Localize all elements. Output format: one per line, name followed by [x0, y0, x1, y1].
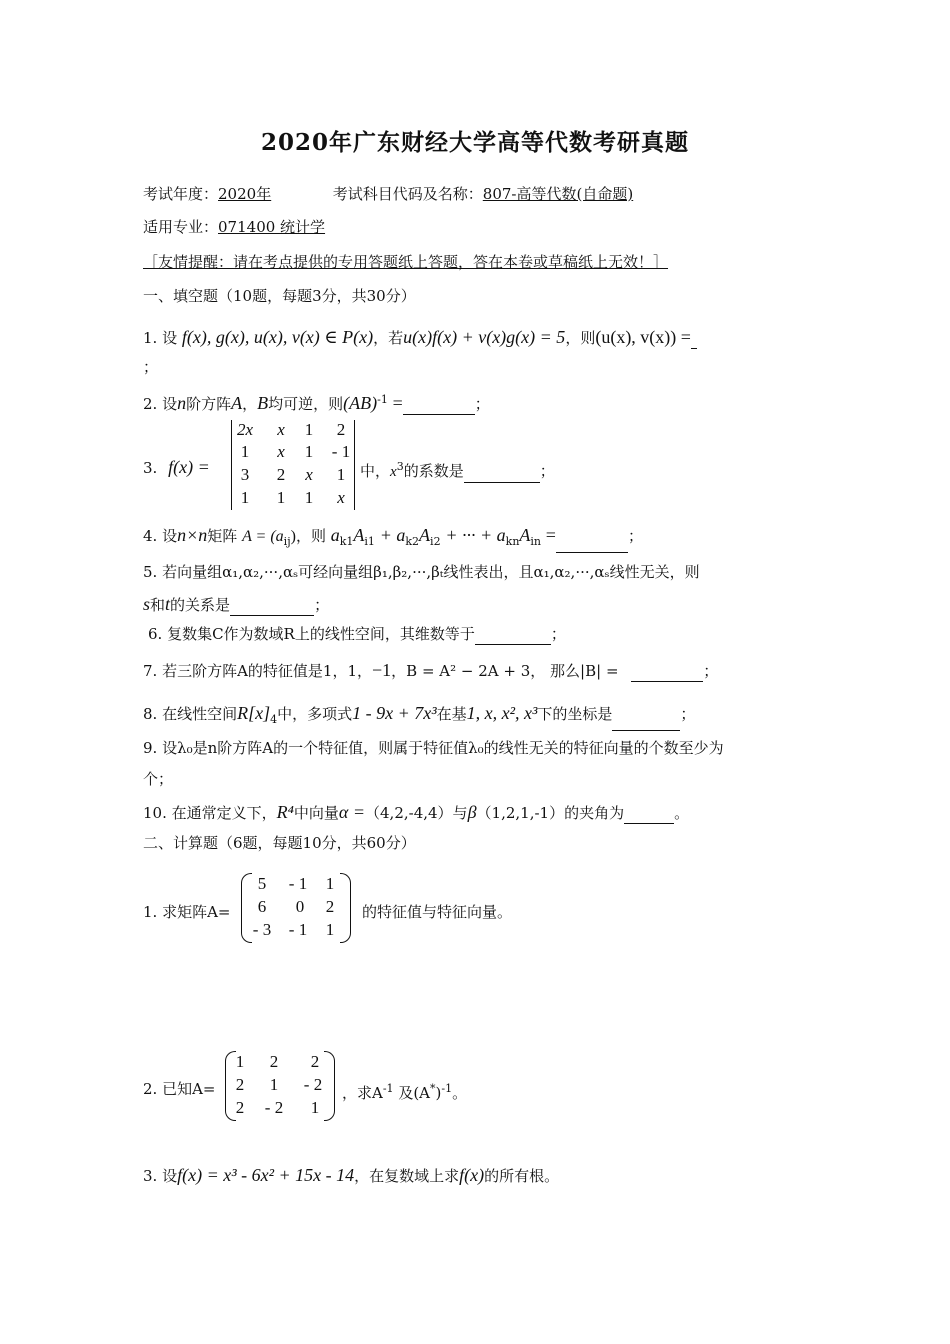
major-label: 适用专业：	[143, 218, 219, 236]
q-number: 1.	[143, 329, 158, 347]
matrix-cell: 1	[325, 874, 335, 893]
determinant	[231, 420, 355, 510]
math-expr: 1 - 9x + 7x³	[352, 703, 437, 723]
q-text: 设	[162, 395, 178, 413]
page-title: 2020年广东财经大学高等代数考研真题	[260, 129, 689, 156]
det-cell: 1	[304, 488, 314, 507]
det-cell: 1	[304, 442, 314, 461]
q-text: ，求A	[342, 1084, 383, 1102]
q-text: ；	[474, 395, 490, 413]
math-expr: R⁴	[276, 802, 294, 822]
q-text: 。	[674, 804, 690, 822]
math-sup: -1	[377, 393, 388, 406]
math-expr: + ··· + a	[445, 525, 506, 545]
math-var: x	[390, 464, 397, 480]
major-line	[143, 216, 325, 238]
math-sub: k1	[339, 535, 354, 548]
math-expr: n×n	[177, 525, 208, 545]
answer-blank[interactable]	[403, 398, 475, 415]
math-var: β	[467, 802, 477, 822]
matrix-cell: 1	[325, 920, 335, 939]
q-text: 6. 复数集C作为数域R上的线性空间，其维数等于	[148, 625, 475, 643]
section1-heading: 一、填空题（10题，每题3分，共30分）	[143, 287, 416, 305]
q-text: ；	[627, 527, 643, 545]
q-text: ，则	[295, 527, 326, 545]
q-text: ，则	[565, 329, 596, 347]
math-expr: α =	[338, 802, 366, 822]
q-text: ；	[703, 662, 719, 680]
matrix-a2	[225, 1051, 335, 1121]
calc-question-2-tail	[342, 1078, 467, 1104]
fill-question-4	[143, 524, 643, 553]
fill-question-9-line2: 个；	[143, 770, 174, 788]
calc-question-3	[143, 1164, 559, 1187]
subject-value: 807-高等代数(自命题)	[482, 185, 634, 203]
math-sup: *	[430, 1082, 436, 1095]
answer-blank[interactable]	[556, 536, 628, 553]
matrix-a1	[241, 873, 351, 943]
det-cell: 2	[336, 420, 346, 439]
math-expr: A	[519, 525, 531, 545]
matrix-cell: - 2	[303, 1075, 323, 1094]
math-var: n	[177, 393, 187, 413]
q-text: 10. 在通常定义下，	[143, 804, 277, 822]
math-expr: R[x]	[237, 703, 271, 723]
subject-label: 考试科目代码及名称：	[332, 185, 483, 203]
math-var: A	[231, 393, 243, 413]
det-cell: x	[277, 420, 285, 439]
math-sup: 3	[396, 460, 404, 473]
matrix-cell: 6	[257, 897, 267, 916]
calc-question-1-tail: 的特征值与特征向量。	[362, 903, 513, 921]
major-value: 071400 统计学	[218, 218, 326, 236]
calc-question-1-label: 1. 求矩阵A=	[143, 903, 231, 921]
q-text: 中，多项式	[277, 705, 353, 723]
fill-question-5-line2	[143, 593, 329, 616]
q-text: 的系数是	[403, 462, 464, 480]
q-text: 设	[162, 527, 178, 545]
math-expr: + a	[379, 525, 406, 545]
math-expr: f(x) = x³ - 6x² + 15x - 14	[177, 1165, 355, 1185]
math-var: B	[257, 393, 269, 413]
math-sub: i1	[364, 535, 375, 548]
math-sub: in	[530, 535, 542, 548]
math-var: t	[165, 594, 171, 614]
q-text: ；	[550, 625, 566, 643]
answer-blank[interactable]	[624, 807, 674, 824]
math-expr: A = (a	[242, 528, 284, 545]
det-cell: 1	[336, 465, 346, 484]
q-text: ，B = A² − 2A + 3， 那么|B| =	[391, 662, 619, 680]
math-expr: =	[392, 393, 403, 413]
math-expr: f(x), g(x), u(x), v(x) ∈ P(x)	[181, 327, 374, 347]
q-text: 阶方阵	[186, 395, 232, 413]
math-expr: =	[545, 525, 556, 545]
q1-end: ；	[143, 358, 159, 376]
section2-heading: 二、计算题（6题，每题10分，共60分）	[143, 834, 416, 852]
q-text: 设	[162, 329, 178, 347]
q-text: ；	[314, 596, 330, 614]
q-text: 的所有根。	[484, 1167, 560, 1185]
det-cell: 1	[240, 442, 250, 461]
fill-question-9-line1: 9. 设λ₀是n阶方阵A的一个特征值，则属于特征值λ₀的线性无关的特征向量的个数至少为	[143, 739, 724, 757]
math-sup: -1	[441, 1082, 453, 1095]
fill-question-2	[143, 389, 490, 415]
q-text: 中向量	[293, 804, 339, 822]
q-text: 均可逆，则	[268, 395, 344, 413]
fill-question-6	[148, 623, 566, 645]
exam-year-line	[143, 183, 633, 205]
math-expr: (u(x), v(x)) =	[595, 327, 691, 347]
q-number: 4.	[143, 527, 158, 545]
matrix-cell: - 1	[288, 920, 308, 939]
q-text: 下的坐标是	[537, 705, 613, 723]
math-sub: ij	[283, 535, 291, 548]
matrix-cell: - 1	[288, 874, 308, 893]
math-sub: k2	[405, 535, 420, 548]
answer-blank[interactable]	[691, 332, 697, 349]
math-sub: kn	[505, 535, 520, 548]
matrix-cell: 2	[325, 897, 335, 916]
math-expr: u(x)f(x) + v(x)g(x) = 5	[403, 327, 566, 347]
math-sub: i2	[430, 535, 441, 548]
fill-question-1	[143, 326, 697, 349]
math-expr: A	[419, 525, 431, 545]
q-text: （4,2,-4,4）与	[365, 804, 468, 822]
q-number: 3.	[143, 459, 158, 477]
q-text: 矩阵	[207, 527, 238, 545]
det-cell: 1	[276, 488, 286, 507]
q-text: 3. 设	[143, 1167, 178, 1185]
q-text: 中，	[360, 462, 391, 480]
det-cell: 1	[304, 420, 314, 439]
q-text: （1,2,1,-1）的夹角为	[476, 804, 625, 822]
calc-question-2-label: 2. 已知A=	[143, 1080, 216, 1098]
fill-question-10	[143, 801, 689, 824]
matrix-cell: 2	[235, 1098, 245, 1117]
q-text: )	[435, 1084, 442, 1102]
q-text: 8. 在线性空间	[143, 705, 238, 723]
math-expr: f(x)	[459, 1165, 485, 1185]
matrix-cell: 2	[235, 1075, 245, 1094]
q-number: 2.	[143, 395, 158, 413]
fill-question-3-label	[143, 456, 210, 479]
answer-blank[interactable]	[612, 714, 680, 731]
q-text: 7. 若三阶方阵A的特征值是1，1，	[143, 662, 373, 680]
year-label: 考试年度：	[143, 185, 219, 203]
q-text: 和	[150, 596, 166, 614]
matrix-cell: 2	[269, 1052, 279, 1071]
det-cell: x	[277, 442, 285, 461]
q-text: ，在复数域上求	[354, 1167, 460, 1185]
det-cell: 3	[240, 465, 250, 484]
q-text: ；	[680, 705, 696, 723]
fill-question-3-tail	[360, 456, 555, 483]
math-expr: 1, x, x², x³	[466, 703, 538, 723]
fill-question-5-line1: 5. 若向量组α₁,α₂,···,αₛ可经向量组β₁,β₂,···,βₜ线性表出，且α₁,α₂,···,αₛ线性无关，则	[143, 563, 700, 581]
q-text: ，若	[373, 329, 404, 347]
fill-question-8	[143, 702, 695, 731]
math-var: s	[143, 594, 151, 614]
q-text: ，	[242, 395, 258, 413]
matrix-cell: - 3	[252, 920, 272, 939]
det-cell: x	[305, 465, 313, 484]
reminder: ［友情提醒：请在考点提供的专用答题纸上答题，答在本卷或草稿纸上无效！］	[143, 253, 669, 271]
answer-blank[interactable]	[475, 628, 551, 645]
answer-blank[interactable]	[230, 599, 314, 616]
matrix-cell: - 2	[264, 1098, 284, 1117]
answer-blank[interactable]	[464, 466, 540, 483]
math-sup: -1	[382, 1082, 394, 1095]
det-cell: - 1	[331, 442, 351, 461]
matrix-cell: 0	[295, 897, 305, 916]
math-expr: a	[330, 525, 340, 545]
matrix-cell: 1	[310, 1098, 320, 1117]
det-cell: x	[337, 488, 345, 507]
matrix-cell: 1	[269, 1075, 279, 1094]
q-text: 在基	[436, 705, 467, 723]
math-expr: −1	[372, 660, 392, 680]
det-cell: 1	[240, 488, 250, 507]
math-expr: )	[290, 528, 296, 545]
det-cell: 2x	[236, 420, 254, 439]
year-value: 2020年	[218, 185, 272, 203]
fill-question-7	[143, 659, 718, 682]
matrix-cell: 5	[257, 874, 267, 893]
answer-blank[interactable]	[631, 665, 703, 682]
matrix-cell: 1	[235, 1052, 245, 1071]
math-sub: 4	[270, 713, 278, 726]
q-text: 及(A	[393, 1084, 431, 1102]
q-text: 的关系是	[170, 596, 231, 614]
math-expr: (AB)	[343, 393, 378, 413]
det-cell: 2	[276, 465, 286, 484]
math-expr: A	[353, 525, 365, 545]
matrix-cell: 2	[310, 1052, 320, 1071]
q-text: ；	[539, 462, 555, 480]
q-text: 。	[452, 1084, 468, 1102]
math-expr: f(x) =	[168, 457, 210, 477]
